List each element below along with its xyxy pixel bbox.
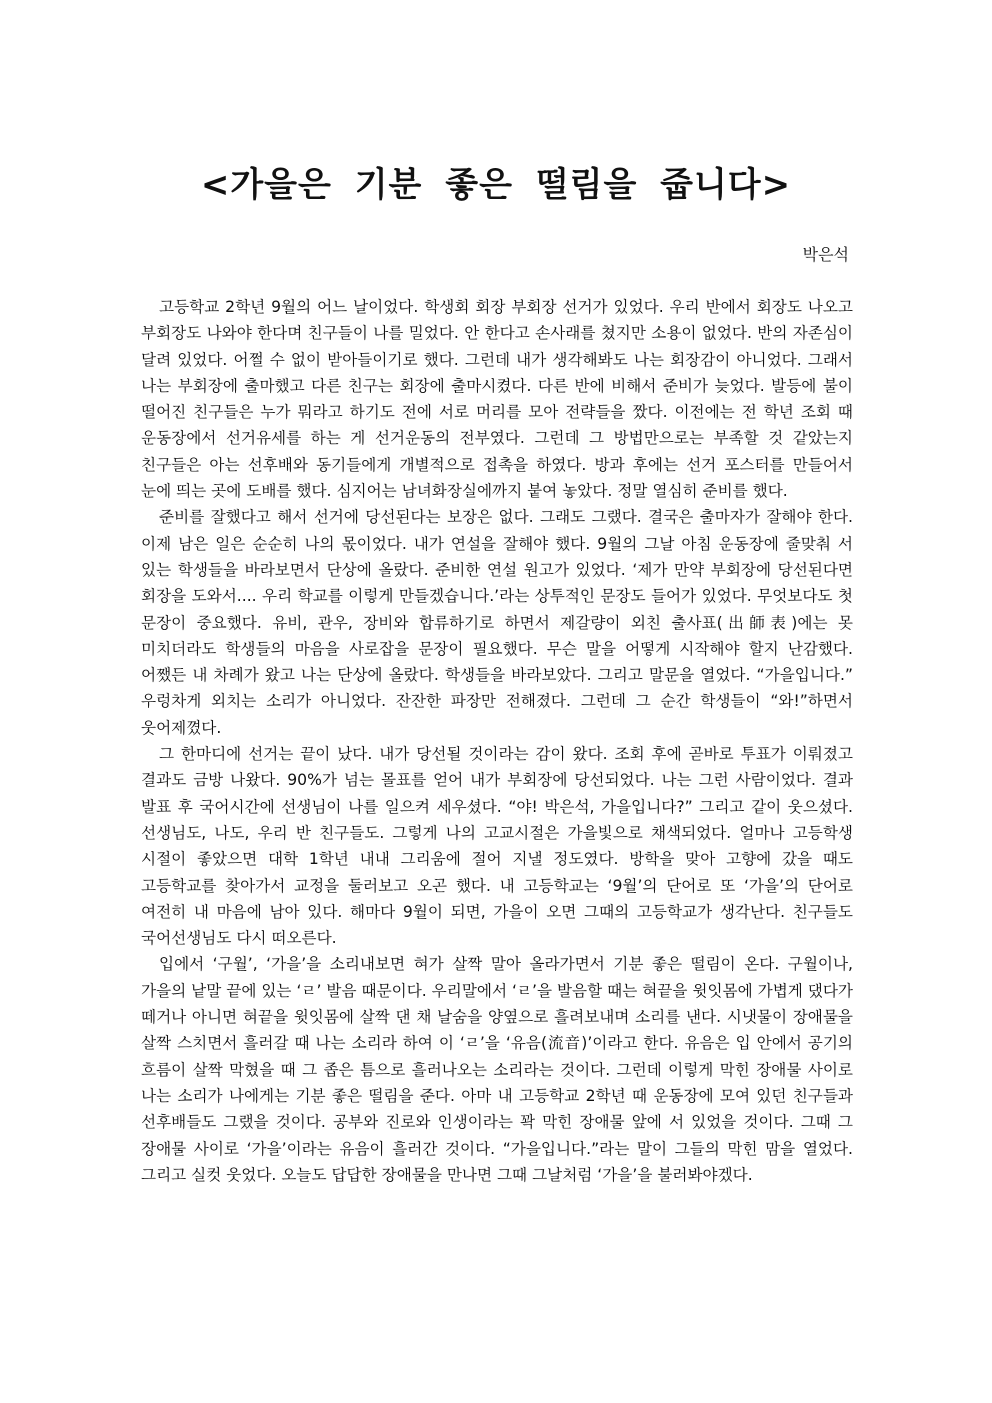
document-body: [141, 294, 853, 1188]
paragraph: 입에서 ‘구월’, ‘가을’을 소리내보면 혀가 살짝 말아 올라가면서 기분 좋은 떨림이 온다. 구월이나, 가을의 낱말 끝에 있는 ‘ㄹ’ 발음 때문이다. 우리말에서 ‘ㄹ’을 발음할 때는 혀끝을 윗잇몸에 가볍게 댔다가 떼거나 아니면 혀끝을 윗잇몸에 살짝 댄 채 날숨을 양옆으로 흘려보내며 소리를 낸다. 시냇물이 장애물을 살짝 스치면서 흘러갈 때 나는 소리라 하여 이 ‘ㄹ’을 ‘유음(流音)’이라고 한다. 유음은 입 안에서 공기의 흐름이 살짝 막혔을 때 그 좁은 틈으로 흘러나오는 소리라는 것이다. 그런데 이렇게 막힌 장애물 사이로 나는 소리가 나에게는 기분 좋은 떨림을 준다. 아마 내 고등학교 2학년 때 운동장에 모여 있던 친구들과 선후배들도 그랬을 것이다. 공부와 진로와 인생이라는 꽉 막힌 장애물 앞에 서 있었을 것이다. 그때 그 장애물 사이로 ‘가을’이라는 유음이 흘러간 것이다. “가을입니다.”라는 말이 그들의 막힌 맘을 열었다. 그리고 실컷 웃었다. 오늘도 답답한 장애물을 만나면 그때 그날처럼 ‘가을’을 불러봐야겠다.: [141, 955, 853, 1184]
document-title: <가을은 기분 좋은 떨림을 줍니다>: [200, 165, 792, 205]
paragraph: 그 한마디에 선거는 끝이 났다. 내가 당선될 것이라는 감이 왔다. 조회 후에 곧바로 투표가 이뤄졌고 결과도 금방 나왔다. 90%가 넘는 몰표를 얻어 내가 부회장에 당선되었다. 나는 그런 사람이었다. 결과 발표 후 국어시간에 선생님이 나를 일으켜 세우셨다. “야! 박은석, 가을입니다?” 그리고 같이 웃으셨다. 선생님도, 나도, 우리 반 친구들도. 그렇게 나의 고교시절은 가을빛으로 채색되었다. 얼마나 고등학생 시절이 좋았으면 대학 1학년 내내 그리움에 절어 지낼 정도였다. 방학을 맞아 고향에 갔을 때도 고등학교를 찾아가서 교정을 둘러보고 오곤 했다. 내 고등학교는 ‘9월’의 단어로 또 ‘가을’의 단어로 여전히 내 마음에 남아 있다. 해마다 9월이 되면, 가을이 오면 그때의 고등학교가 생각난다. 친구들도 국어선생님도 다시 떠오른다.: [141, 745, 853, 948]
paragraph: 고등학교 2학년 9월의 어느 날이었다. 학생회 회장 부회장 선거가 있었다. 우리 반에서 회장도 나오고 부회장도 나와야 한다며 친구들이 나를 밀었다. 안 한다고 손사래를 쳤지만 소용이 없었다. 반의 자존심이 달려 있었다. 어쩔 수 없이 받아들이기로 했다. 그런데 내가 생각해봐도 나는 회장감이 아니었다. 그래서 나는 부회장에 출마했고 다른 친구는 회장에 출마시켰다. 다른 반에 비해서 준비가 늦었다. 발등에 불이 떨어진 친구들은 누가 뭐라고 하기도 전에 서로 머리를 모아 전략들을 짰다. 이전에는 전 학년 조회 때 운동장에서 선거유세를 하는 게 선거운동의 전부였다. 그런데 그 방법만으로는 부족할 것 같았는지 친구들은 아는 선후배와 동기들에게 개별적으로 접촉을 하였다. 방과 후에는 선거 포스터를 만들어서 눈에 띄는 곳에 도배를 했다. 심지어는 남녀화장실에까지 붙여 놓았다. 정말 열심히 준비를 했다.: [141, 298, 853, 501]
paragraph: 준비를 잘했다고 해서 선거에 당선된다는 보장은 없다. 그래도 그랬다. 결국은 출마자가 잘해야 한다. 이제 남은 일은 순순히 나의 몫이었다. 내가 연설을 잘해야 했다. 9월의 그날 아침 운동장에 줄맞춰 서 있는 학생들을 바라보면서 단상에 올랐다. 준비한 연설 원고가 있었다. ‘제가 만약 부회장에 당선된다면 회장을 도와서.... 우리 학교를 이렇게 만들겠습니다.’라는 상투적인 문장도 들어가 있었다. 무엇보다도 첫 문장이 중요했다. 유비, 관우, 장비와 합류하기로 하면서 제갈량이 외친 출사표(出師表)에는 못 미치더라도 학생들의 마음을 사로잡을 문장이 필요했다. 무슨 말을 어떻게 시작해야 할지 난감했다. 어쨌든 내 차례가 왔고 나는 단상에 올랐다. 학생들을 바라보았다. 그리고 말문을 열었다. “가을입니다.” 우렁차게 외치는 소리가 아니었다. 잔잔한 파장만 전해졌다. 그런데 그 순간 학생들이 “와!”하면서 웃어제꼈다.: [141, 508, 853, 737]
author-name: 박은석: [802, 245, 849, 264]
